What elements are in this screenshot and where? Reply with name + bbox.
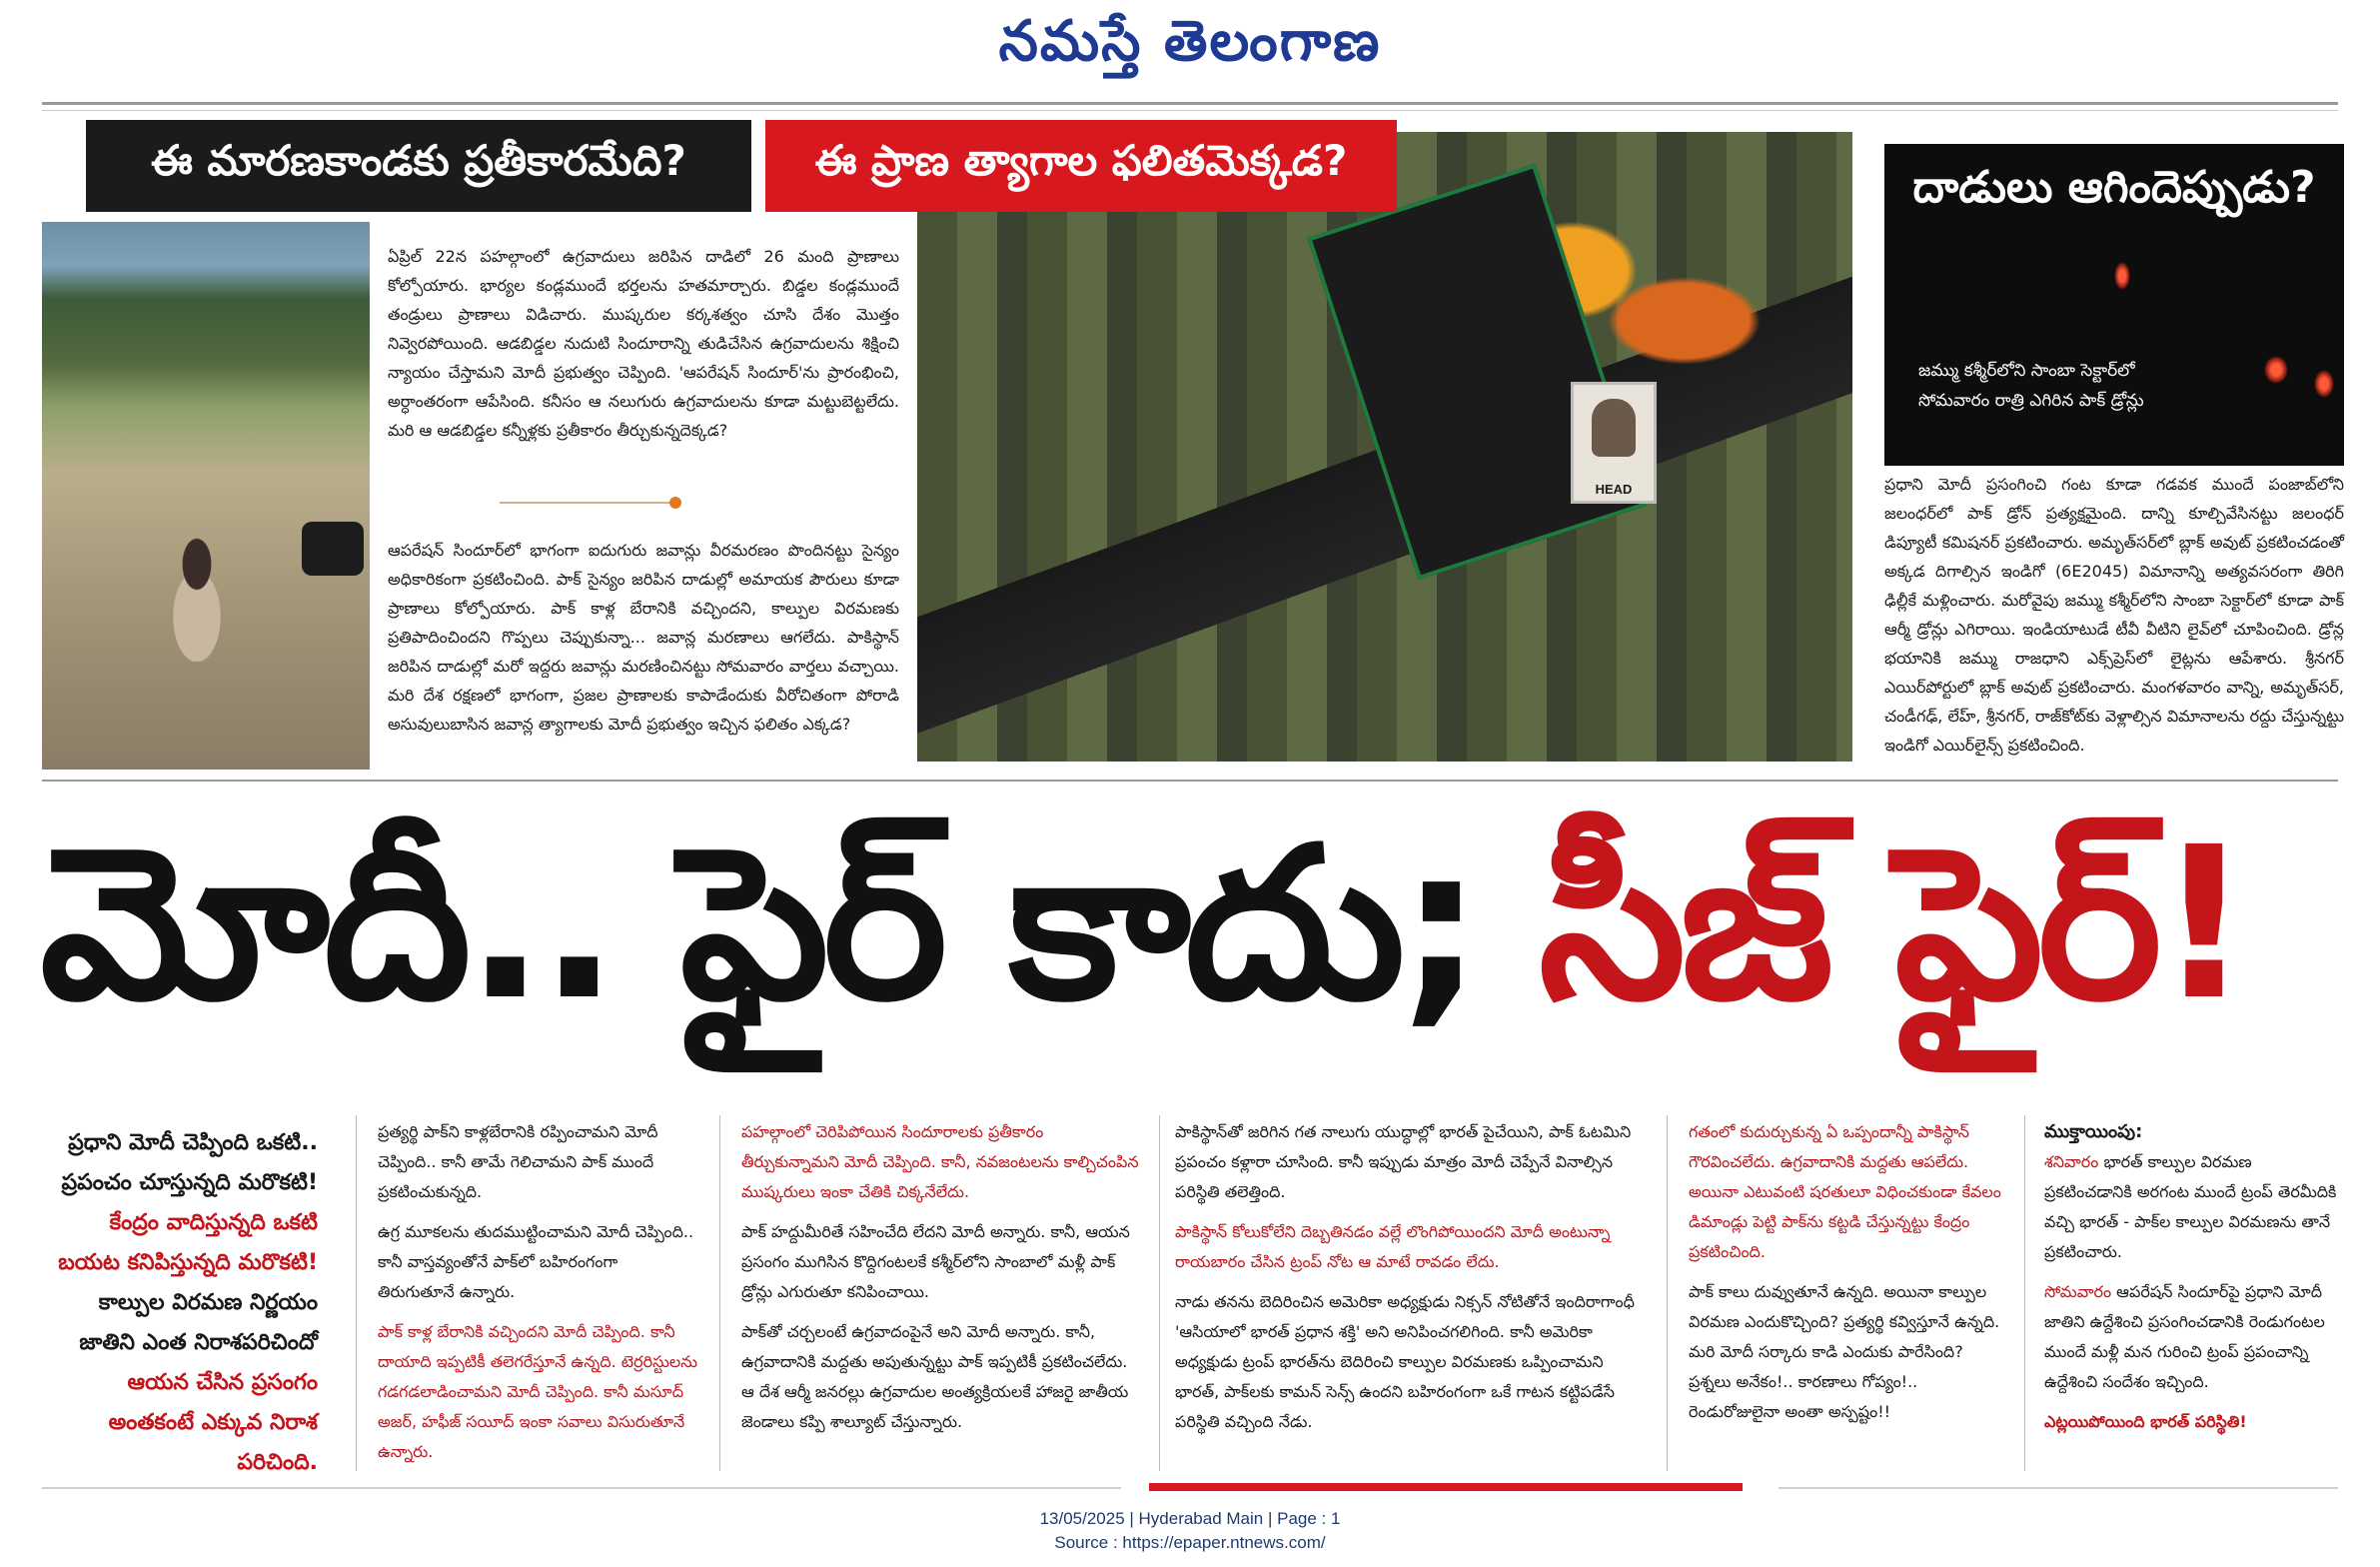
drone-light	[2314, 370, 2334, 398]
column-rule	[2024, 1115, 2025, 1471]
right-story-title: దాడులు ఆగిందెప్పుడు?	[1912, 162, 2316, 213]
right-story-body: ప్రధాని మోదీ ప్రసంగించి గంట కూడా గడవక ముందే పంజాబ్‌లోని జలంధర్‌లో పాక్ డ్రోన్ ప్రత్యక్షమైంది. దాన్ని కూల్చివేసినట్టు జలంధర్ డిప్యూటీ కమిషనర్ ప్రకటించారు. అమృత్‌సర్‌లో బ్లాక్ అవుట్ ప్రకటించడంతో అక్కడ దిగాల్సిన ఇండిగో (6E2045) విమానాన్ని అత్యవసరంగా తిరిగి ఢిల్లీకే మళ్లించారు. మరోవైపు జమ్ము కశ్మీర్‌లోని సాంబా సెక్టార్‌లో కూడా పాక్ ఆర్మీ డ్రోన్లు ఎగిరాయి. ఇండియాటుడే టీవీ వీటిని లైవ్‌లో చూపించింది. డ్రోన్ల భయానికి జమ్ము రాజధాని ఎక్స్‌ప్రెస్‌లో లైట్లను ఆపేశారు. శ్రీనగర్ ఎయిర్‌పోర్టులో బ్లాక్ అవుట్ ప్రకటించారు. మంగళవారం వాన్ని, అమృత్‌సర్, చండీగఢ్, లేహ్, శ్రీనగర్, రాజ్‌కోట్‌కు వెళ్లాల్సిన విమానాలను రద్దు చేస్తున్నట్టు ఇండిగో ఎయిర్‌లైన్స్ ప్రకటించింది.	[1884, 475, 2344, 755]
summary-text: ఆపరేషన్ సిందూర్‌పై ప్రధాని మోదీ జాతిని ఉద్దేశించి ప్రసంగించడానికి రెండుగంటల ముందే మళ్లీ మన గురించి ట్రంప్ ప్రపంచాన్ని ఉద్దేశించి సందేశం ఇచ్చింది.	[2044, 1282, 2325, 1391]
bottom-red-bar	[1149, 1483, 1743, 1491]
banner-left-question: ఈ మారణకాండకు ప్రతీకారమేది?	[86, 120, 751, 212]
column-rule	[1159, 1115, 1160, 1471]
right-photo-caption: జమ్ము కశ్మీర్‌లోని సాంబా సెక్టార్‌లో సోమవారం రాత్రి ఎగిరిన పాక్ డ్రోన్లు	[1918, 361, 2144, 411]
drone-light	[2264, 356, 2288, 384]
bottom-rule	[1779, 1487, 2338, 1489]
intro-text-pahalgam: ఏప్రిల్ 22న పహల్గాంలో ఉగ్రవాదులు జరిపిన దాడిలో 26 మంది ప్రాణాలు కోల్పోయారు. భార్యల కండ్లముందే భర్తలను హతమార్చారు. బిడ్డల కండ్లముందే తండ్రులు ప్రాణాలు విడిచారు. ముష్కరుల కర్కశత్వం చూసి దేశం మొత్తం నివ్వెరపోయింది. ఆడబిడ్డల నుదుటి సిందూరాన్ని తుడిచేసిన ఉగ్రవాదులను శిక్షించి న్యాయం చేస్తామని మోదీ ప్రభుత్వం చెప్పింది. 'ఆపరేషన్ సిందూర్'ను ప్రారంభించి, అర్ధాంతరంగా ఆపేసింది. కనీసం ఆ నలుగురు ఉగ్రవాదులను కూడా మట్టుబెట్టలేదు. మరి ఆ ఆడబిడ్డల కన్నీళ్లకు ప్రతీకారం తీర్చుకున్నదెక్కడ?	[388, 247, 899, 440]
column-paragraph: గతంలో కుదుర్చుకున్న ఏ ఒప్పందాన్నీ పాకిస్థాన్ గౌరవించలేదు. ఉగ్రవాదానికి మద్దతు ఆపలేదు. అయినా ఎటువంటి షరతులూ విధించకుండా కేవలం డిమాండ్లు పెట్టి పాక్‌ను కట్టడి చేస్తున్నట్టు కేంద్రం ప్రకటించింది.	[1689, 1122, 2001, 1261]
photo-jawan-portrait	[1571, 382, 1657, 504]
column-paragraph: పాకిస్థాన్ కోలుకోలేని దెబ్బతినడం వల్లే లొంగిపోయిందని మోదీ అంటున్నా రాయబారం చేసిన ట్రంప్ నోట ఆ మాటే రావడం లేదు.	[1175, 1222, 1611, 1271]
column-paragraph: పాక్ హద్దుమీరితే సహించేది లేదని మోదీ అన్నారు. కానీ, ఆయన ప్రసంగం ముగిసిన కొద్దిగంటలకే కశ్మీర్‌లోని సాంబాలో మళ్లీ పాక్ డ్రోన్లు ఎగురుతూ కనిపించాయి.	[741, 1222, 1130, 1301]
column-5	[1689, 1117, 2004, 1437]
column-paragraph: పాకిస్థాన్‌తో జరిగిన గత నాలుగు యుద్ధాల్లో భారత్ పైచేయిని, పాక్ ఓటమిని ప్రపంచం కళ్లారా చూసింది. కానీ ఇప్పుడు మాత్రం మోదీ చెప్పేనే వినాల్సిన పరిస్థితి తలెత్తింది.	[1175, 1122, 1632, 1201]
footer-date-edition: 13/05/2025 | Hyderabad Main | Page : 1	[1039, 1509, 1341, 1528]
photo-bag	[302, 522, 364, 576]
column-paragraph: నాడు తనను బెదిరించిన అమెరికా అధ్యక్షుడు నిక్సన్ నోటితోనే ఇందిరాగాంధీ 'ఆసియాలో భారత్ ప్రధాన శక్తి' అని అనిపించగలిగింది. కానీ అమెరికా అధ్యక్షుడు ట్రంప్ భారత్‌ను బెదిరించి కాల్పుల విరమణకు ఒప్పించామని భారత్, పాక్‌లకు కామన్ సెన్స్ ఉందని బహిరంగంగా ఒకే గాటన కట్టిపడేసే పరిస్థితి వచ్చింది నేడు.	[1175, 1292, 1635, 1431]
column-paragraph: ఉగ్ర మూకలను తుదముట్టించామని మోదీ చెప్పింది.. కానీ వాస్తవ్యంతోనే పాక్‌లో బహిరంగంగా తిరుగుతూనే ఉన్నారు.	[378, 1222, 694, 1301]
column-2	[378, 1117, 697, 1477]
masthead-logo: నమస్తే తెలంగాణ	[998, 8, 1382, 74]
headline-black: మోదీ.. ఫైర్ కాదు;	[40, 801, 1478, 1046]
drone-light	[2114, 262, 2130, 290]
masthead-rule	[42, 102, 2338, 105]
column-rule	[1667, 1115, 1668, 1471]
column-rule	[719, 1115, 720, 1471]
bottom-rule	[42, 1487, 1121, 1489]
masthead-rule-thin	[42, 110, 2338, 111]
column-4	[1175, 1117, 1645, 1447]
column-paragraph: పాక్ కాలు దువ్వుతూనే ఉన్నది. అయినా కాల్పుల విరమణ ఎందుకొచ్చింది? ప్రత్యర్థి కవ్విస్తూనే ఉన్నది. మరి మోదీ సర్కారు కాడి ఎందుకు పారేసింది? ప్రశ్నలు అనేకం!.. కారణాలు గోప్యం!.. రెండురోజులైనా అంతా అస్పష్టం!!	[1689, 1282, 2000, 1421]
lead-line: ప్రధాని మోదీ చెప్పింది ఒకటి.. ప్రపంచం చూస్తున్నది మరొకటి!	[61, 1130, 318, 1195]
top-section-rule	[42, 780, 2338, 782]
summary-lead: శనివారం	[2044, 1152, 2099, 1171]
lead-line: కేంద్రం వాదిస్తున్నది ఒకటి బయట కనిపిస్తున్నది మరొకటి!	[58, 1210, 318, 1275]
column-6-summary	[2044, 1117, 2340, 1447]
footer-source-link[interactable]: Source : https://epaper.ntnews.com/	[1054, 1533, 1326, 1552]
section-divider	[500, 502, 679, 504]
column-paragraph: పాక్‌తో చర్చలంటే ఉగ్రవాదంపైనే అని మోదీ అన్నారు. కానీ, ఉగ్రవాదానికి మద్దతు అపుతున్నట్టు పాక్ ఇప్పటికీ ప్రకటించలేదు. ఆ దేశ ఆర్మీ జనరల్లు ఉగ్రవాదుల అంత్యక్రియలకే హాజరై జాతీయ జెండాలు కప్పి శాల్యూట్ చేస్తున్నారు.	[741, 1322, 1129, 1431]
summary-text: భారత్ కాల్పుల విరమణ ప్రకటించడానికి అరగంట ముందే ట్రంప్ తెరమీదికి వచ్చి భారత్ - పాక్‌ల కాల్పుల విరమణను తానే ప్రకటించారు.	[2044, 1152, 2337, 1261]
divider-dot	[669, 497, 681, 509]
banner-center-question: ఈ ప్రాణ త్యాగాల ఫలితమెక్కడ?	[765, 120, 1397, 212]
photo-jawan-funeral	[917, 132, 1852, 762]
column-paragraph: ప్రత్యర్థి పాక్‌ని కాళ్లబేరానికి రప్పించామని మోదీ చెప్పింది.. కానీ తామే గెలిచామని పాక్ ముందే ప్రకటించుకున్నది.	[378, 1122, 658, 1201]
portrait-face	[1592, 399, 1636, 457]
photo-pahalgam-attack	[42, 222, 370, 770]
headline-red: సీజ్ ఫైర్!	[1539, 801, 2246, 1046]
lead-column	[56, 1123, 318, 1483]
column-paragraph: పహల్గాంలో చెరిపిపోయిన సిందూరాలకు ప్రతీకారం తీర్చుకున్నామని మోదీ చెప్పింది. కానీ, నవజంటలను కాల్చిచంపిన ముష్కరులు ఇంకా చేతికి చిక్కనేలేదు.	[741, 1122, 1139, 1201]
summary-title: ముక్తాయింపు:	[2044, 1121, 2143, 1142]
column-paragraph: పాక్ కాళ్ల బేరానికి వచ్చిందని మోదీ చెప్పింది. కానీ దాయాది ఇప్పటికీ తలెగరేస్తూనే ఉన్నది. టెర్రరిస్టులను గడగడలాడించామని మోదీ చెప్పింది. కానీ మసూద్ అజర్, హఫీజ్ సయీద్ ఇంకా సవాలు విసురుతూనే ఉన్నారు.	[378, 1322, 697, 1461]
column-rule	[356, 1115, 357, 1471]
lead-line: ఆయన చేసిన ప్రసంగం అంతకంటే ఎక్కువ నిరాశ పరిచింది.	[108, 1370, 318, 1475]
lead-line: కాల్పుల విరమణ నిర్ణయం జాతిని ఎంత నిరాశపరిచిందో	[79, 1290, 318, 1355]
summary-closing: ఎట్లయిపోయింది భారత్ పరిస్థితి!	[2044, 1412, 2247, 1431]
portrait-label: HEAD	[1595, 482, 1633, 497]
summary-lead: సోమవారం	[2044, 1282, 2112, 1301]
column-3	[741, 1117, 1143, 1447]
photo-figure	[142, 512, 252, 662]
intro-text-jawans: ఆపరేషన్ సిందూర్‌లో భాగంగా ఐదుగురు జవాన్లు వీరమరణం పొందినట్టు సైన్యం అధికారికంగా ప్రకటించింది. పాక్ సైన్యం జరిపిన దాడుల్లో అమాయక పౌరులు కూడా ప్రాణాలు కోల్పోయారు. పాక్ కాళ్ల బేరానికి వచ్చిందని, కాల్పుల విరమణకు ప్రతిపాదించిందని గొప్పలు చెప్పుకున్నా... జవాన్ల మరణాలు ఆగలేదు. పాకిస్థాన్ జరిపిన దాడుల్లో మరో ఇద్దరు జవాన్లు మరణించినట్టు సోమవారం వార్తలు వచ్చాయి. మరి దేశ రక్షణలో భాగంగా, ప్రజల ప్రాణాలకు కాపాడేందుకు వీరోచితంగా పోరాడి అసువులుబాసిన జవాన్ల త్యాగాలకు మోదీ ప్రభుత్వం ఇచ్చిన ఫలితం ఎక్కడ?	[388, 541, 899, 734]
photo-coffin	[1307, 164, 1646, 581]
